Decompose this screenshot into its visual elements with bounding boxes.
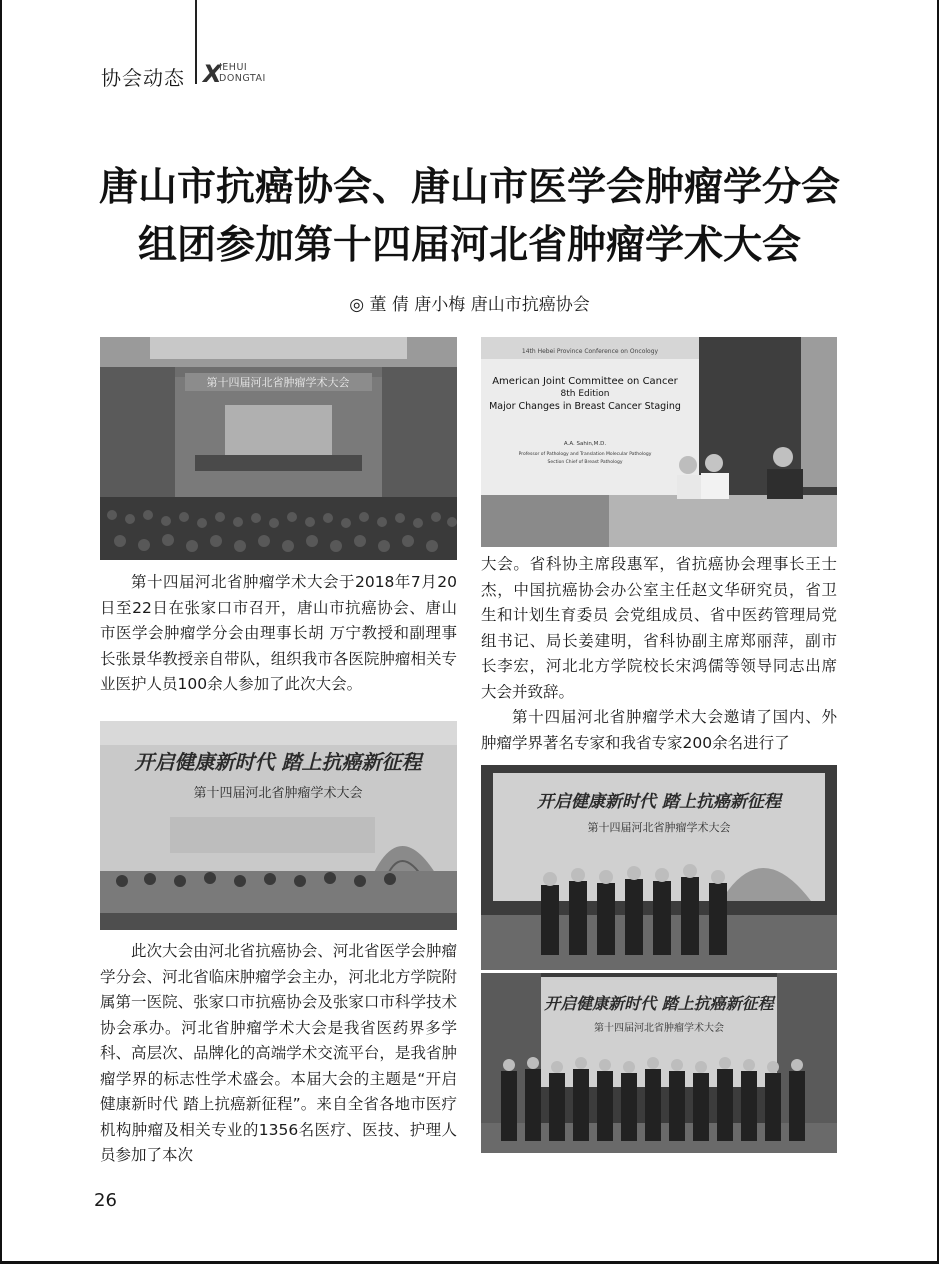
- photo-conference-hall: [100, 337, 457, 560]
- slide-line1: American Joint Committee on Cancer: [492, 376, 678, 387]
- article-byline: ◎ 董 倩 唐小梅 唐山市抗癌协会: [349, 295, 590, 315]
- paragraph-2: 此次大会由河北省抗癌协会、河北省医学会肿瘤学分会、河北省临床肿瘤学会主办，河北北方学院附属第一医院、张家口市抗癌协会及张家口市科学技术协会承办。河北省肿瘤学术大会是我省医药界多学科、高层次、品牌化的高端学术交流平台，是我省肿瘤学界的标志性学术盛会。本届大会的主题是“开启健康新时代 踏上抗癌新征程”。来自全省各地市医疗机构肿瘤及相关专业的1356名医疗、医技、护理人员参加了本次: [100, 942, 457, 1164]
- photo-stage-slogan: [100, 721, 457, 930]
- paragraph-3: 第十四届河北省肿瘤学术大会邀请了国内、外肿瘤学界著名专家和我省专家200余名进行了: [481, 708, 837, 752]
- photo-group-award-2: [481, 973, 837, 1153]
- section-title: 协会动态: [101, 66, 185, 90]
- paragraph-1: 第十四届河北省肿瘤学术大会于2018年7月20日至22日在张家口市召开，唐山市抗癌协会、唐山市医学会肿瘤学分会由理事长胡 万宁教授和副理事长张景华教授亲自带队，组织我市各医院肿瘤相关专业医护人员100余人参加了此次大会。: [100, 573, 457, 693]
- slide-author: A.A. Sahin,M.D.: [563, 441, 607, 447]
- group-photo-2-title: 第十四届河北省肿瘤学术大会: [594, 1023, 724, 1034]
- section-pinyin-initial: X: [203, 60, 222, 88]
- photo-lecture-slide: [481, 337, 837, 547]
- photo-group-award-1: [481, 765, 837, 970]
- article-title-line1: 唐山市抗癌协会、唐山市医学会肿瘤学分会: [98, 164, 840, 210]
- stage-slogan: 开启健康新时代 踏上抗癌新征程: [134, 750, 422, 774]
- section-pinyin-line2: DONGTAI: [219, 73, 266, 84]
- page-number: 26: [94, 1190, 117, 1211]
- group-photo-1-title: 第十四届河北省肿瘤学术大会: [587, 821, 731, 834]
- article-title-line2: 组团参加第十四届河北省肿瘤学术大会: [137, 222, 801, 268]
- article-title: [60, 158, 879, 274]
- paragraph-2-continued: 大会。省科协主席段惠军，省抗癌协会理事长王士杰，中国抗癌协会办公室主任赵文华研究员，省卫生和计划生育委员 会党组成员、省中医药管理局党组书记、局长姜建明，省科协副主席郑丽萍，副市长李宏，河北北方学院校长宋鸿儒等领导同志出席大会并致辞。: [481, 555, 837, 701]
- slide-line3: Major Changes in Breast Cancer Staging: [489, 401, 681, 412]
- section-pinyin-line1: IEHUI: [219, 62, 248, 73]
- slide-header: 14th Hebei Province Conference on Oncology: [521, 348, 659, 355]
- group-photo-1-slogan: 开启健康新时代 踏上抗癌新征程: [537, 792, 781, 812]
- slide-line2: 8th Edition: [560, 389, 610, 399]
- group-photo-2-slogan: 开启健康新时代 踏上抗癌新征程: [544, 994, 774, 1013]
- slide-role2: Section Chief of Breast Pathology: [547, 460, 623, 465]
- stage-title: 第十四届河北省肿瘤学术大会: [193, 786, 363, 801]
- slide-role1: Professor of Pathology and Translation Molecular Pathology: [518, 452, 652, 457]
- hall-banner-text: 第十四届河北省肿瘤学术大会: [206, 376, 350, 389]
- page-border-left: [0, 0, 2, 1264]
- header-divider: [195, 0, 197, 84]
